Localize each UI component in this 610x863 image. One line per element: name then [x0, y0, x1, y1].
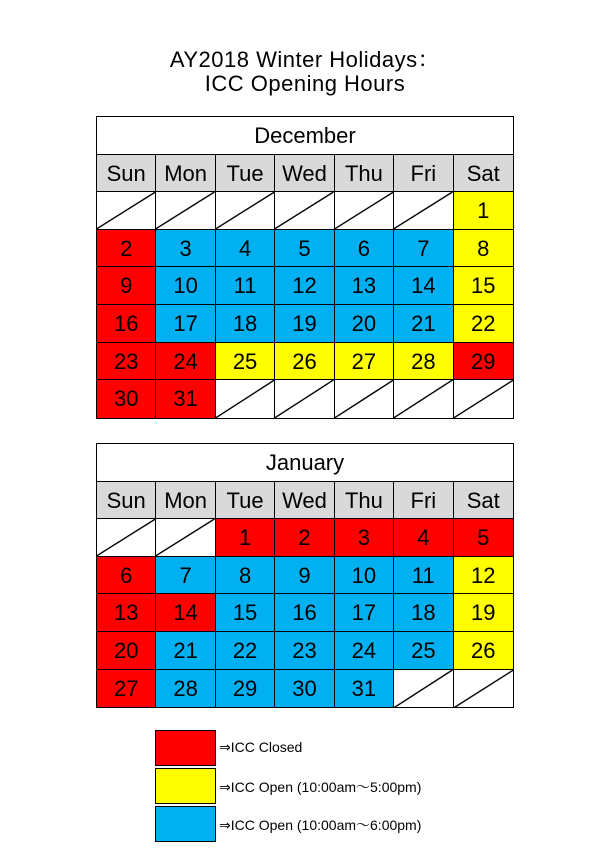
diagonal-line-icon	[156, 519, 214, 556]
day-cell: 20	[97, 632, 156, 670]
day-cell: 15	[216, 594, 275, 632]
calendar-december	[96, 116, 514, 419]
day-cell: 18	[216, 305, 275, 343]
day-cell: 13	[97, 594, 156, 632]
day-cell: 20	[335, 305, 394, 343]
day-cell: 16	[97, 305, 156, 343]
day-cell: 26	[275, 343, 334, 381]
day-cell: 6	[97, 557, 156, 595]
day-cell: 22	[216, 632, 275, 670]
page-title	[0, 48, 610, 96]
day-cell: 21	[156, 632, 215, 670]
empty-day-cell	[335, 192, 394, 230]
day-cell: 5	[454, 519, 513, 557]
empty-day-cell	[156, 519, 215, 557]
empty-day-cell	[454, 670, 513, 708]
calendar-grid	[97, 482, 513, 707]
day-cell: 8	[454, 230, 513, 268]
day-cell: 9	[97, 267, 156, 305]
day-cell: 12	[275, 267, 334, 305]
month-title: December	[97, 117, 513, 155]
empty-day-cell	[156, 192, 215, 230]
empty-day-cell	[394, 380, 453, 418]
diagonal-line-icon	[216, 192, 274, 229]
day-cell: 11	[216, 267, 275, 305]
day-cell: 22	[454, 305, 513, 343]
day-cell: 14	[156, 594, 215, 632]
day-cell: 27	[335, 343, 394, 381]
diagonal-line-icon	[156, 192, 214, 229]
day-cell: 31	[156, 380, 215, 418]
day-cell: 29	[216, 670, 275, 708]
day-cell: 25	[394, 632, 453, 670]
weekday-header: Fri	[394, 155, 453, 192]
day-cell: 1	[454, 192, 513, 230]
empty-day-cell	[97, 192, 156, 230]
day-cell: 12	[454, 557, 513, 595]
title-line-1: AY2018 Winter Holidays：	[169, 47, 441, 72]
legend-label: ⇒ICC Closed	[219, 739, 303, 755]
day-cell: 14	[394, 267, 453, 305]
day-cell: 9	[275, 557, 334, 595]
diagonal-line-icon	[454, 380, 513, 418]
day-cell: 1	[216, 519, 275, 557]
day-cell: 19	[454, 594, 513, 632]
day-cell: 8	[216, 557, 275, 595]
weekday-header: Sat	[454, 155, 513, 192]
day-cell: 6	[335, 230, 394, 268]
day-cell: 24	[335, 632, 394, 670]
empty-day-cell	[275, 192, 334, 230]
day-cell: 11	[394, 557, 453, 595]
day-cell: 15	[454, 267, 513, 305]
diagonal-line-icon	[216, 380, 274, 418]
day-cell: 10	[335, 557, 394, 595]
day-cell: 4	[394, 519, 453, 557]
legend-label: ⇒ICC Open (10:00am～5:00pm)	[219, 779, 422, 795]
diagonal-line-icon	[335, 192, 393, 229]
day-cell: 2	[275, 519, 334, 557]
day-cell: 3	[156, 230, 215, 268]
weekday-header: Wed	[275, 482, 334, 519]
weekday-header: Thu	[335, 155, 394, 192]
diagonal-line-icon	[335, 380, 393, 418]
day-cell: 10	[156, 267, 215, 305]
weekday-header: Wed	[275, 155, 334, 192]
day-cell: 7	[394, 230, 453, 268]
weekday-header: Sat	[454, 482, 513, 519]
calendar-january	[96, 443, 514, 708]
diagonal-line-icon	[394, 670, 452, 708]
diagonal-line-icon	[275, 380, 333, 418]
day-cell: 26	[454, 632, 513, 670]
title-line-2: ICC Opening Hours	[204, 71, 406, 96]
empty-day-cell	[394, 670, 453, 708]
day-cell: 30	[275, 670, 334, 708]
empty-day-cell	[394, 192, 453, 230]
day-cell: 23	[275, 632, 334, 670]
diagonal-line-icon	[454, 670, 513, 708]
empty-day-cell	[216, 192, 275, 230]
legend-swatch-yellow	[155, 768, 216, 804]
day-cell: 25	[216, 343, 275, 381]
day-cell: 13	[335, 267, 394, 305]
day-cell: 2	[97, 230, 156, 268]
empty-day-cell	[454, 380, 513, 418]
empty-day-cell	[216, 380, 275, 418]
day-cell: 24	[156, 343, 215, 381]
day-cell: 23	[97, 343, 156, 381]
day-cell: 3	[335, 519, 394, 557]
empty-day-cell	[97, 519, 156, 557]
day-cell: 30	[97, 380, 156, 418]
weekday-header: Sun	[97, 155, 156, 192]
day-cell: 18	[394, 594, 453, 632]
day-cell: 17	[156, 305, 215, 343]
day-cell: 7	[156, 557, 215, 595]
weekday-header: Thu	[335, 482, 394, 519]
calendar-grid	[97, 155, 513, 418]
day-cell: 17	[335, 594, 394, 632]
day-cell: 28	[394, 343, 453, 381]
legend-swatch-red	[155, 730, 216, 766]
diagonal-line-icon	[97, 192, 155, 229]
legend-label: ⇒ICC Open (10:00am～6:00pm)	[219, 817, 422, 833]
diagonal-line-icon	[394, 192, 452, 229]
day-cell: 5	[275, 230, 334, 268]
day-cell: 27	[97, 670, 156, 708]
legend-swatch-blue	[155, 806, 216, 842]
weekday-header: Tue	[216, 482, 275, 519]
weekday-header: Sun	[97, 482, 156, 519]
day-cell: 4	[216, 230, 275, 268]
empty-day-cell	[275, 380, 334, 418]
diagonal-line-icon	[394, 380, 452, 418]
month-title: January	[97, 444, 513, 482]
day-cell: 19	[275, 305, 334, 343]
day-cell: 31	[335, 670, 394, 708]
weekday-header: Mon	[156, 155, 215, 192]
day-cell: 21	[394, 305, 453, 343]
weekday-header: Mon	[156, 482, 215, 519]
day-cell: 29	[454, 343, 513, 381]
weekday-header: Fri	[394, 482, 453, 519]
diagonal-line-icon	[97, 519, 155, 556]
empty-day-cell	[335, 380, 394, 418]
weekday-header: Tue	[216, 155, 275, 192]
day-cell: 28	[156, 670, 215, 708]
diagonal-line-icon	[275, 192, 333, 229]
day-cell: 16	[275, 594, 334, 632]
